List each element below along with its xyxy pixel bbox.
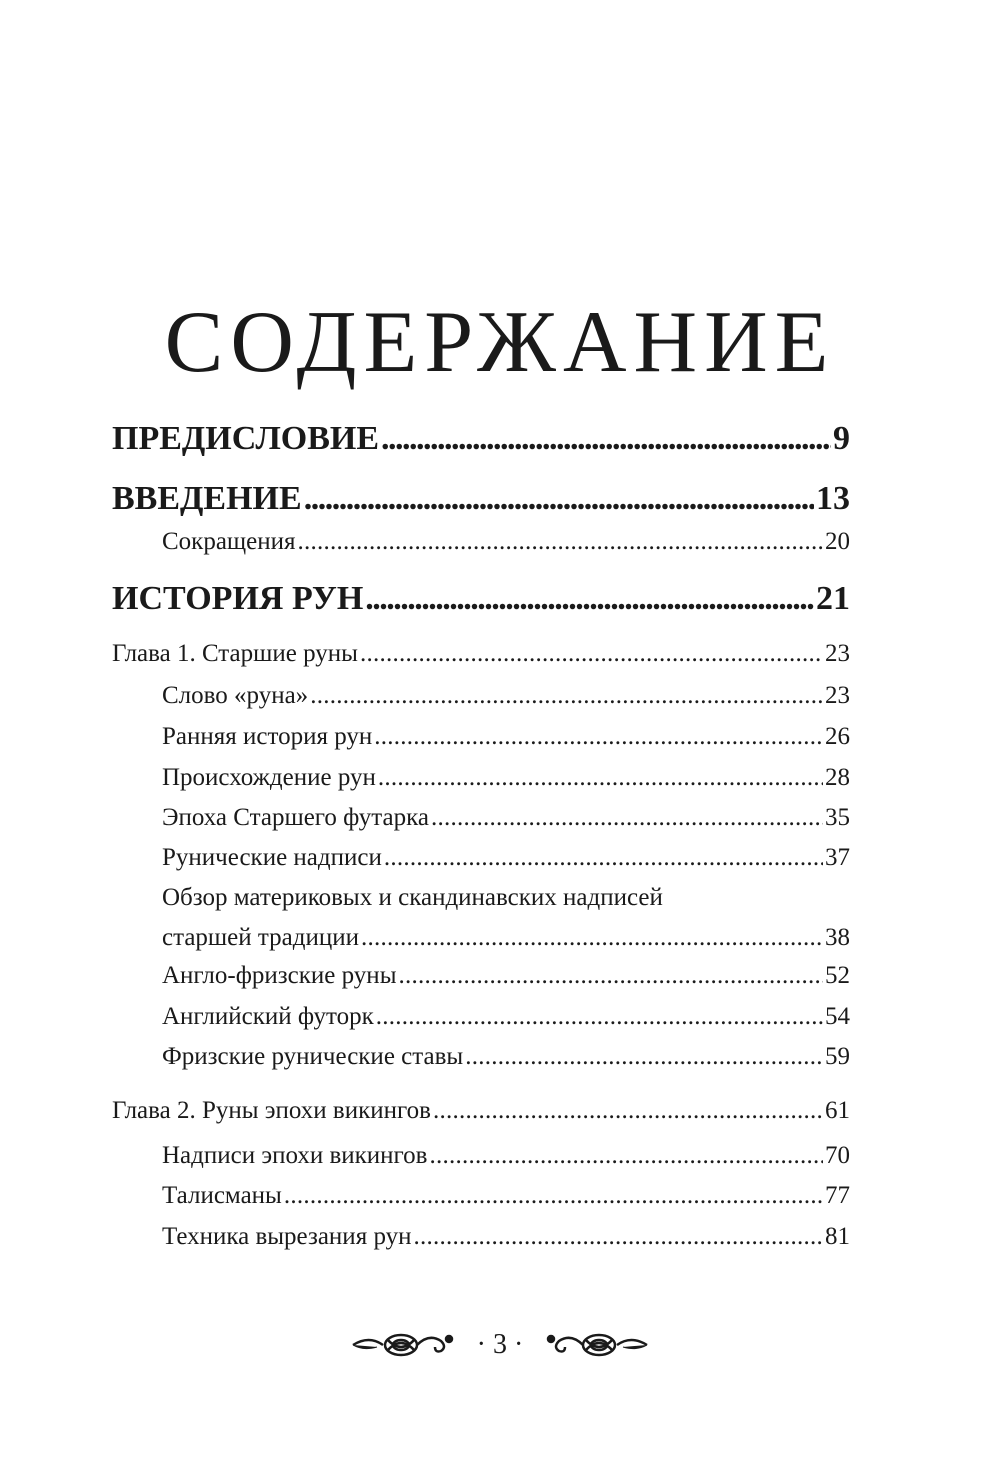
dot-leader	[399, 962, 824, 990]
toc-page-number: 77	[825, 1182, 850, 1209]
dot-leader	[304, 480, 814, 518]
dot-leader	[433, 1097, 823, 1125]
dot-leader	[376, 1003, 823, 1031]
toc-label: Глава 1. Старшие руны	[112, 640, 358, 667]
toc-page-number: 28	[825, 764, 850, 791]
dot-leader	[361, 924, 823, 952]
toc-label-line-2: старшей традиции	[162, 924, 359, 951]
dot-leader	[430, 1142, 824, 1170]
toc-page-number: 37	[825, 844, 850, 871]
toc-label: ИСТОРИЯ РУН	[112, 580, 364, 617]
toc-entry[interactable]	[162, 723, 850, 757]
toc-label: Эпоха Старшего футарка	[162, 804, 429, 831]
toc-page-number: 26	[825, 723, 850, 750]
toc-page-number: 54	[825, 1003, 850, 1030]
toc-entry[interactable]	[162, 1003, 850, 1037]
dot-leader	[465, 1043, 823, 1071]
toc-page-number: 38	[825, 924, 850, 951]
toc-label: Надписи эпохи викингов	[162, 1142, 428, 1169]
dot-leader	[298, 528, 823, 556]
toc-page-number: 59	[825, 1043, 850, 1070]
toc-label: ПРЕДИСЛОВИЕ	[112, 420, 380, 457]
dot-leader	[374, 723, 823, 751]
toc-entry-preface[interactable]	[112, 420, 850, 464]
page-number: · 3 ·	[476, 1329, 524, 1360]
toc-label: Рунические надписи	[162, 844, 382, 871]
toc-page-number: 81	[825, 1223, 850, 1250]
toc-entry[interactable]	[162, 804, 850, 838]
dot-leader	[414, 1223, 824, 1251]
toc-label: Техника вырезания рун	[162, 1223, 412, 1250]
toc-label: Слово «руна»	[162, 682, 309, 709]
dot-leader	[360, 640, 823, 668]
toc-page-number: 70	[825, 1142, 850, 1169]
toc-label: Англо-фризские руны	[162, 962, 397, 989]
toc-entry-introduction[interactable]	[112, 480, 850, 524]
page-title: СОДЕРЖАНИЕ	[164, 293, 836, 391]
toc-entry[interactable]	[162, 1223, 850, 1257]
dot-leader	[381, 420, 831, 458]
toc-page-number: 23	[825, 682, 850, 709]
toc-label: Фризские рунические ставы	[162, 1043, 464, 1070]
toc-label: Происхождение рун	[162, 764, 376, 791]
toc-page-number: 61	[825, 1097, 850, 1124]
toc-label-line-2-row	[162, 924, 850, 952]
toc-entry-abbreviations[interactable]	[162, 528, 850, 562]
toc-page-number: 21	[816, 580, 850, 617]
toc-label: Английский футорк	[162, 1003, 374, 1030]
toc-page-number: 52	[825, 962, 850, 989]
dot-leader	[384, 844, 823, 872]
toc-entry-history-of-runes[interactable]	[112, 580, 850, 624]
dot-leader	[365, 580, 814, 618]
dot-leader	[431, 804, 823, 832]
toc-label: Сокращения	[162, 528, 296, 555]
toc-label: Глава 2. Руны эпохи викингов	[112, 1097, 431, 1124]
toc-page-number: 35	[825, 804, 850, 831]
toc-entry[interactable]	[162, 1043, 850, 1077]
toc-page-number: 9	[833, 420, 850, 457]
toc-label: Талисманы	[162, 1182, 282, 1209]
toc-page-number: 23	[825, 640, 850, 667]
toc-page-number: 20	[825, 528, 850, 555]
dot-leader	[378, 764, 823, 792]
page-footer	[0, 1320, 1000, 1370]
toc-entry-chapter-1[interactable]	[112, 640, 850, 674]
toc-entry-multiline[interactable]	[162, 884, 850, 960]
toc-entry[interactable]	[162, 844, 850, 878]
toc-label: Ранняя история рун	[162, 723, 373, 750]
toc-entry[interactable]	[162, 764, 850, 798]
toc-entry[interactable]	[162, 962, 850, 996]
toc-label: ВВЕДЕНИЕ	[112, 480, 302, 517]
dot-leader	[284, 1182, 823, 1210]
toc-entry[interactable]	[162, 1182, 850, 1216]
toc-entry-chapter-2[interactable]	[112, 1097, 850, 1131]
toc-label-line-1: Обзор материковых и скандинавских надписей	[162, 884, 663, 911]
toc-entry[interactable]	[162, 682, 850, 716]
knot-ornament-icon	[349, 1325, 459, 1365]
toc-entry[interactable]	[162, 1142, 850, 1176]
knot-ornament-icon	[541, 1325, 651, 1365]
toc-page-number: 13	[816, 480, 850, 517]
dot-leader	[310, 682, 823, 710]
